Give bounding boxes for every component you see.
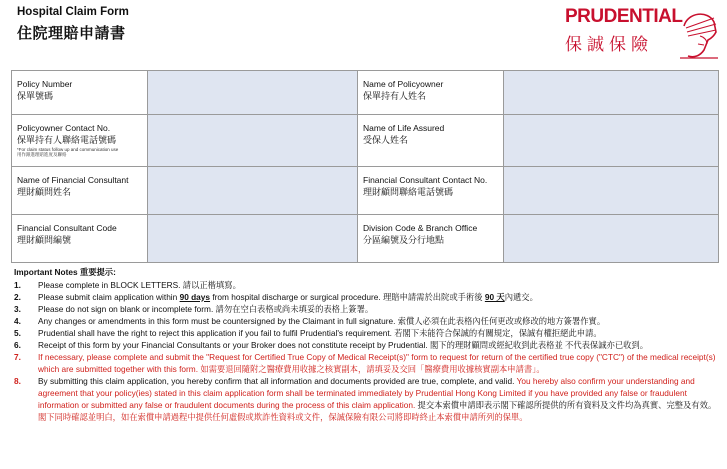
form-row <box>12 167 719 215</box>
list-item: 8. By submitting this claim application, you hereby confirm that all information and documents provided are true, complete, and valid. You hereby also confirm your understanding and agreement that your policy(ies) stated in this claim application form shall be terminated immediately by Prudential Hong Kong Limited if you have provided any false or fraudulent information or submitted any false or fraudulent documents during the process of this claim application. 提交本索償申請即表示閣下確認所提供的所有資料及文件均為真實、完整及有效。閣下同時確認並明白，如在索償申請過程中提供任何虛假或欺詐性資料或文件，保誠保險有限公司將即時終止本索償申請所列的保單。 <box>14 376 717 422</box>
life-assured-label: Name of Life Assured 受保人姓名 <box>358 115 504 167</box>
form-row <box>12 115 719 167</box>
list-item: 6. Receipt of this form by your Financial Consultants or your Broker does not constitute receipt by Prudential. 閣下的理財顧問或經紀收到此表格並 不代表保誠亦已收到。 <box>14 340 649 350</box>
logo-chinese: 保誠保險 <box>565 35 653 54</box>
policyowner-contact-label: Policyowner Contact No. 保單持有人聯絡電話號碼 *For claim status follow up and communication use 用作跟進理賠進度及聯絡 <box>12 115 148 167</box>
policy-info-table <box>11 70 719 263</box>
policyowner-contact-field[interactable] <box>148 115 358 167</box>
form-title-zh: 住院理賠申請書 <box>17 25 126 42</box>
division-code-field[interactable] <box>504 215 719 263</box>
life-assured-field[interactable] <box>504 115 719 167</box>
policyowner-name-label: Name of Policyowner 保單持有人姓名 <box>358 71 504 115</box>
form-row <box>12 71 719 115</box>
notes-title: Important Notes 重要提示: <box>14 267 116 277</box>
list-item: 4. Any changes or amendments in this form must be countersigned by the Claimant in full signature. 索償人必須在此表格內任何更改或修改的地方簽署作實。 <box>14 316 606 326</box>
policy-number-label: Policy Number 保單號碼 <box>12 71 148 115</box>
fc-contact-label: Financial Consultant Contact No. 理財顧問聯絡電話號碼 <box>358 167 504 215</box>
list-item: 5. Prudential shall have the right to reject this application if you fail to fulfil Prudential's requirement. 若閣下未能符合保誠的有關規定，保誠有權拒絕此申請。 <box>14 328 602 338</box>
fc-name-label: Name of Financial Consultant 理財顧問姓名 <box>12 167 148 215</box>
fc-contact-field[interactable] <box>504 167 719 215</box>
fc-code-field[interactable] <box>148 215 358 263</box>
list-item: 2. Please submit claim application within 90 days from hospital discharge or surgical procedure. 理賠申請需於出院或手術後 90 天內遞交。 <box>14 292 538 302</box>
list-item: 3. Please do not sign on blank or incomplete form. 請勿在空白表格或尚未填妥的表格上簽署。 <box>14 304 374 314</box>
division-code-label: Division Code & Branch Office 分區編號及分行地點 <box>358 215 504 263</box>
important-notes <box>14 266 720 423</box>
form-row <box>12 215 719 263</box>
prudential-logo <box>562 6 722 62</box>
logo-wordmark: PRUDENTIAL <box>565 6 683 27</box>
prudence-head-icon <box>674 6 722 62</box>
policy-number-field[interactable] <box>148 71 358 115</box>
fc-code-label: Financial Consultant Code 理財顧問編號 <box>12 215 148 263</box>
list-item: 7. If necessary, please complete and submit the "Request for Certified True Copy of Medical Receipt(s)" form to request for return of the certified true copy ("CTC") of the medical receipt(s) which are submitted together with this form. 如需要退回隨附之醫療費用收據之核實副本，請填妥及交回「醫療費用收據核實副本申請書」。 <box>14 352 716 374</box>
form-title-en: Hospital Claim Form <box>17 6 129 18</box>
fc-name-field[interactable] <box>148 167 358 215</box>
list-item: 1. Please complete in BLOCK LETTERS. 請以正楷填寫。 <box>14 280 241 290</box>
policyowner-name-field[interactable] <box>504 71 719 115</box>
